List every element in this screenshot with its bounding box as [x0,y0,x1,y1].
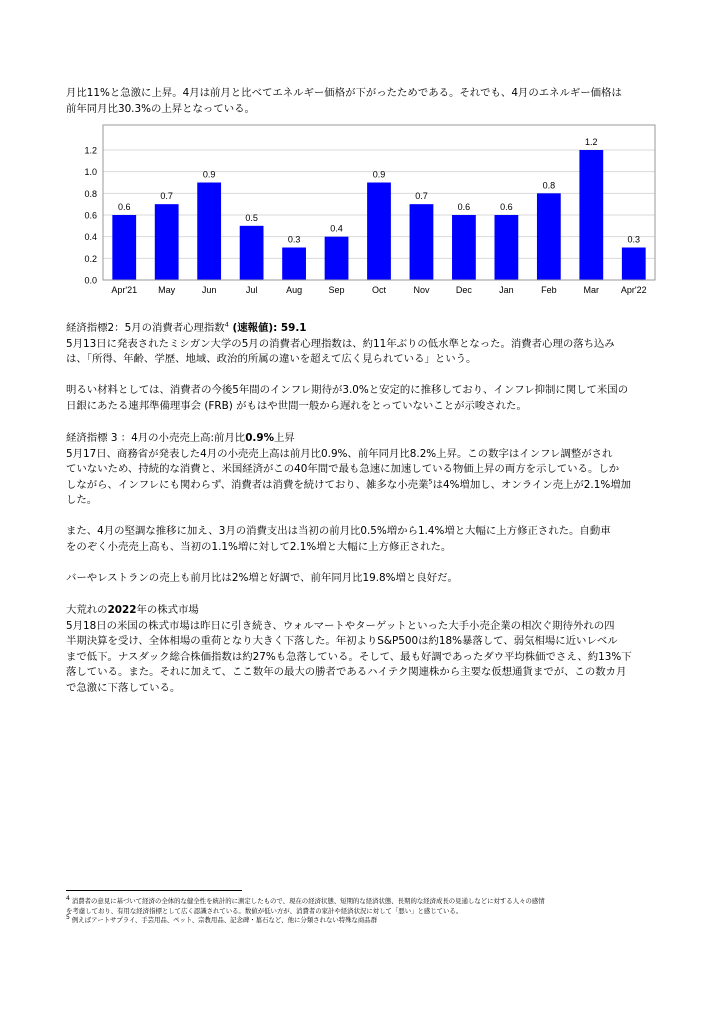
footnote-ref[interactable]: 5 [428,477,433,486]
body-line: 半期決算を受け、全体相場の重荷となり大きく下落した。年初よりS&P500は約18%暴落して、弱気相場に近いレベル [66,635,618,647]
intro-paragraph [66,86,666,117]
section-stock-market [66,603,666,696]
bar [282,248,306,281]
x-tick-label: May [158,285,176,295]
retail-sales-bar-chart [66,121,658,299]
body-line: をのぞく小売売上高も、当初の1.1%増に対して2.1%増と大幅に上方修正された。 [66,540,452,553]
footnote-number: 4 [66,894,70,902]
bar [537,193,561,280]
section-consumer-sentiment [66,321,666,368]
x-tick-label: Jun [201,285,217,295]
body-line: まで低下。ナスダック総合株価指数は約27%も急落している。そして、最も好調であったダウ平均株価でさえ、約13%下 [66,650,632,663]
section-heading: 大荒れの2022年の株式市場 [66,604,199,616]
x-tick-label: Mar [583,285,600,295]
bar-data-label: 0.5 [245,212,258,223]
bar [197,183,221,281]
x-tick-label: Aug [286,285,303,295]
footnote-4 [66,894,666,926]
bar [579,150,603,280]
footnote-text: を考慮しており、有用な経済指標として広く認識されている。数値が低い方が、消費者の家計や経済状況に対して「悪い」と感じている。 [66,906,463,915]
bar [367,183,391,281]
bar-data-label: 0.9 [202,169,216,180]
y-tick-label: 1.0 [84,167,97,178]
bar [452,215,476,280]
bar-data-label: 1.2 [585,137,598,147]
x-tick-label: Feb [541,285,557,295]
body-line: で急激に下落している。 [66,681,181,694]
bar-data-label: 0.9 [372,169,386,180]
bar [622,248,646,281]
x-tick-label: Apr'22 [620,285,647,295]
bar-data-label: 0.6 [117,202,131,212]
footnote-text: 消費者の意見に基づいて経済の全体的な健全性を統計的に測定したもので、現在の経済状態、短期的な経済状態、長期的な経済成長の見通しなどに対する人々の感情 [71,897,545,905]
x-tick-label: Jan [499,285,514,295]
bar-data-label: 0.7 [160,191,173,202]
body-line: 5月17日、商務省が発表した4月の小売売上高は前月比0.9%、前年同月比8.2%上昇。この数字はインフレ調整がされ [66,447,613,460]
bar [155,204,179,280]
footnote-ref[interactable]: 4 [224,320,229,329]
bar-data-label: 0.3 [287,234,301,245]
bar [325,237,349,280]
intro-line: 前年同月比30.3%の上昇となっている。 [66,102,255,115]
body-line: 落している。また。それに加えて、ここ数年の最大の勝者であるハイテク関連株から主要な仮想通貨までが、この数カ月 [66,666,627,678]
section-heading: 経済指標2：5月の消費者心理指数$^4$ (速報値): 59.1 [66,320,307,334]
paragraph-restaurant-sales [66,571,666,587]
body-line: 5月18日の米国の株式市場は昨日に引き続き、ウォルマートやターゲットといった大手小売企業の相次ぐ期待外れの四 [66,619,615,632]
x-tick-label: Oct [371,285,387,295]
bar-data-label: 0.7 [415,191,428,202]
y-tick-label: 0.2 [84,253,97,264]
bar-data-label: 0.8 [542,180,556,191]
footnote-text: 例えばアートサプライ、手芸用品、ペット、宗教用品、記念碑・墓石など、他に分類されない特殊な商品群 [71,916,378,924]
body-line: ていないため、持続的な消費と、米国経済がこの40年間で最も急速に加速している物価上昇の両方を示している。しか [66,463,620,475]
body-line: 5月13日に発表されたミシガン大学の5月の消費者心理指数は、約11年ぶりの低水準となった。消費者心理の落ち込み [66,337,615,350]
body-line: は、「所得、年齢、学歴、地域、政治的所属の違いを超えて広く見られている」という。 [66,353,477,365]
y-tick-label: 0.0 [84,275,97,286]
bar-data-label: 0.6 [500,202,513,212]
x-tick-label: Sep [328,285,345,295]
y-tick-label: 0.8 [84,188,97,199]
section-heading: 経済指標 3 ：4月の小売売上高:前月比0.9%上昇 [66,432,295,444]
y-tick-label: 0.6 [84,210,97,221]
bar [112,215,136,280]
paragraph-inflation-expectation [66,383,666,414]
bar [494,215,518,280]
body-line: 明るい材料としては、消費者の今後5年間のインフレ期待が3.0%と安定的に推移しており、インフレ抑制に関して米国の [66,384,629,396]
bar [410,204,434,280]
footnote-divider [66,890,242,891]
body-line: しながら、インフレにも関わらず、消費者は消費を続けており、雑多な小売業$^5$は4%増加し、オンライン売上が2.1%増加 [66,477,631,491]
x-tick-label: Apr'21 [111,285,138,295]
body-line: バーやレストランの売上も前月比は2%増と好調で、前年同月比19.8%増と良好だ。 [66,572,458,584]
footnote-number: 5 [66,913,70,921]
bar-data-label: 0.3 [627,234,641,245]
body-line: また、4月の堅調な推移に加え、3月の消費支出は当初の前月比0.5%増から1.4%増と大幅に上方修正された。自動車 [66,525,611,537]
section-retail-sales [66,431,666,509]
body-line: した。 [66,494,98,506]
intro-line: 月比11%と急激に上昇。4月は前月と比べてエネルギー価格が下がったためである。それでも、4月のエネルギー価格は [66,87,622,99]
bar [240,226,264,280]
y-tick-label: 0.4 [84,232,97,243]
bar-data-label: 0.6 [457,202,471,212]
body-line: 日銀にあたる連邦準備理事会 (FRB) がもはや世間一般から遅れをとっていないことが示唆された。 [66,399,527,412]
y-tick-label: 1.2 [84,145,97,156]
paragraph-spending-revision [66,524,666,555]
x-tick-label: Dec [455,285,472,295]
x-tick-label: Nov [413,285,430,295]
bar-data-label: 0.4 [330,223,343,234]
x-tick-label: Jul [245,285,258,295]
